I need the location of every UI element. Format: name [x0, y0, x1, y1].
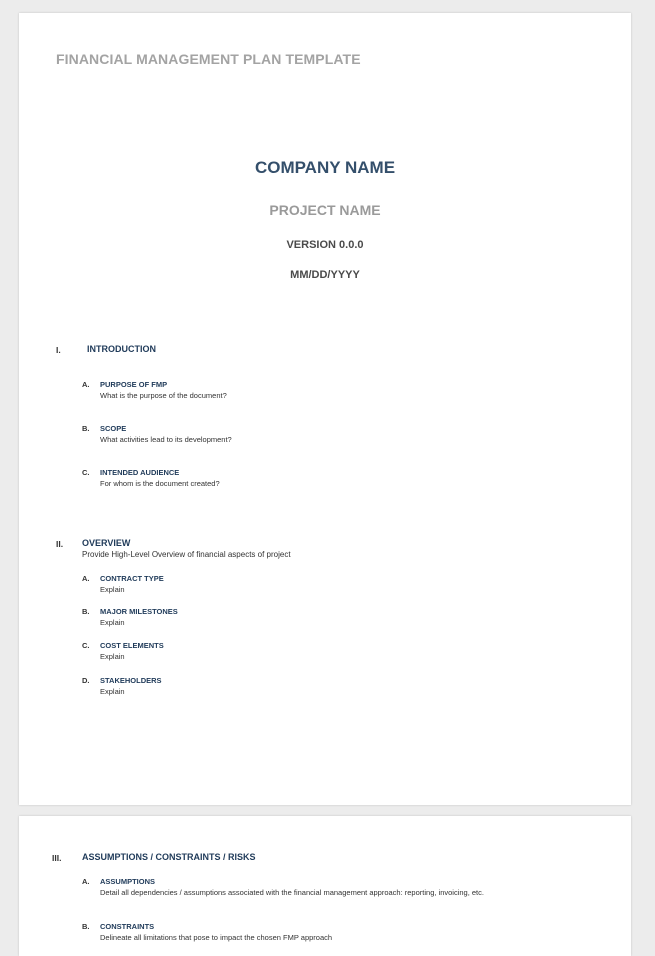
subsection-description: Detail all dependencies / assumptions associated with the financial management approach: reporting, invoicing, etc. — [100, 888, 484, 897]
date-label: MM/DD/YYYY — [290, 269, 360, 281]
section-description: Provide High-Level Overview of financial aspects of project — [82, 550, 291, 559]
subsection-letter: D. — [82, 676, 90, 685]
subsection-title: MAJOR MILESTONES — [100, 607, 178, 616]
document-page-2 — [19, 816, 631, 956]
section-title: INTRODUCTION — [87, 344, 156, 354]
section-number: II. — [56, 539, 64, 549]
subsection-title: COST ELEMENTS — [100, 641, 164, 650]
subsection-description: What is the purpose of the document? — [100, 391, 227, 400]
section-title: OVERVIEW — [82, 538, 131, 548]
subsection-description: Explain — [100, 652, 125, 661]
section-number: III. — [52, 853, 62, 863]
subsection-description: Explain — [100, 585, 125, 594]
subsection-title: ASSUMPTIONS — [100, 877, 156, 886]
version-label: VERSION 0.0.0 — [286, 239, 364, 251]
subsection-letter: C. — [82, 641, 90, 650]
subsection-description: Explain — [100, 687, 125, 696]
subsection-letter: A. — [82, 574, 90, 583]
subsection-letter: B. — [82, 922, 90, 931]
subsection-letter: A. — [82, 380, 90, 389]
subsection-description: What activities lead to its development? — [100, 435, 232, 444]
subsection-title: PURPOSE OF FMP — [100, 380, 168, 389]
project-name: PROJECT NAME — [269, 202, 381, 218]
subsection-description: Delineate all limitations that pose to impact the chosen FMP approach — [100, 933, 333, 942]
subsection-letter: A. — [82, 877, 90, 886]
subsection-title: CONTRACT TYPE — [100, 574, 164, 583]
subsection-title: CONSTRAINTS — [100, 922, 155, 931]
company-name: COMPANY NAME — [254, 158, 396, 177]
section-title: ASSUMPTIONS / CONSTRAINTS / RISKS — [82, 852, 256, 862]
subsection-description: Explain — [100, 618, 125, 627]
section-number: I. — [56, 345, 61, 355]
subsection-title: STAKEHOLDERS — [100, 676, 162, 685]
document-page-1 — [19, 13, 631, 805]
subsection-title: SCOPE — [100, 424, 127, 433]
subsection-letter: B. — [82, 424, 90, 433]
subsection-letter: C. — [82, 468, 90, 477]
subsection-letter: B. — [82, 607, 90, 616]
subsection-description: For whom is the document created? — [100, 479, 220, 488]
template-title: FINANCIAL MANAGEMENT PLAN TEMPLATE — [56, 51, 361, 67]
subsection-title: INTENDED AUDIENCE — [100, 468, 180, 477]
